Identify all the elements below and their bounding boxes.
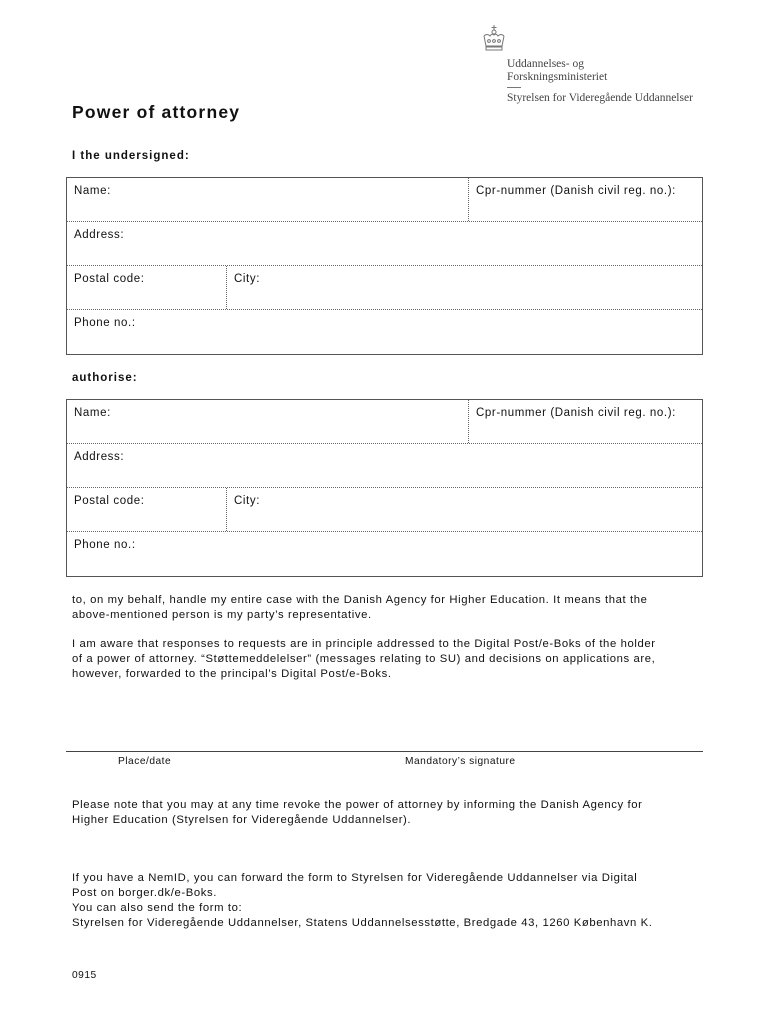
- undersigned-city-field[interactable]: [227, 266, 702, 309]
- agency-name: Styrelsen for Videregående Uddannelser: [507, 92, 693, 104]
- mandatory-signature-label: Mandatory’s signature: [405, 756, 516, 767]
- city-label: City:: [234, 273, 260, 285]
- undersigned-postal-field[interactable]: [67, 266, 227, 309]
- undersigned-phone-row: [67, 310, 702, 354]
- address-label: Address:: [74, 451, 125, 463]
- paragraph-line: to, on my behalf, handle my entire case with the Danish Agency for Higher Education. It means that the: [72, 594, 648, 606]
- ministry-name-line1: Uddannelses- og: [507, 58, 584, 70]
- name-label: Name:: [74, 185, 111, 197]
- address-label: Address:: [74, 229, 125, 241]
- authorise-postal-field[interactable]: [67, 488, 227, 531]
- authorise-phone-row: [67, 532, 702, 576]
- undersigned-heading: I the undersigned:: [72, 150, 190, 162]
- undersigned-name-field[interactable]: [67, 178, 469, 221]
- royal-crown-icon: [479, 24, 509, 54]
- paragraph-line: however, forwarded to the principal’s Digital Post/e-Boks.: [72, 668, 392, 680]
- authorise-name-field[interactable]: [67, 400, 469, 443]
- undersigned-name-row: [67, 178, 702, 222]
- paragraph-line: Styrelsen for Videregående Uddannelser, Statens Uddannelsesstøtte, Bredgade 43, 1260 København K.: [72, 917, 653, 929]
- paragraph-line: Please note that you may at any time revoke the power of attorney by informing the Danish Agency for: [72, 799, 643, 811]
- ministry-name-line2: Forskningsministeriet: [507, 71, 608, 83]
- paragraph-line: You can also send the form to:: [72, 902, 243, 914]
- phone-label: Phone no.:: [74, 317, 136, 329]
- authorise-cpr-field[interactable]: [469, 400, 702, 443]
- authorise-heading: authorise:: [72, 372, 138, 384]
- authorise-phone-field[interactable]: [67, 532, 702, 576]
- authorise-address-row: [67, 444, 702, 488]
- submission-instructions: [72, 871, 702, 931]
- undersigned-address-row: [67, 222, 702, 266]
- paragraph-line: I am aware that responses to requests are in principle addressed to the Digital Post/e-Boks of the holder: [72, 638, 656, 650]
- city-label: City:: [234, 495, 260, 507]
- postal-label: Postal code:: [74, 495, 145, 507]
- undersigned-phone-field[interactable]: [67, 310, 702, 354]
- authorise-city-field[interactable]: [227, 488, 702, 531]
- undersigned-form: [66, 177, 703, 355]
- place-date-label: Place/date: [118, 756, 172, 767]
- authorise-form: [66, 399, 703, 577]
- authorise-name-row: [67, 400, 702, 444]
- awareness-paragraph: [72, 637, 702, 682]
- phone-label: Phone no.:: [74, 539, 136, 551]
- undersigned-address-field[interactable]: [67, 222, 702, 265]
- paragraph-line: above-mentioned person is my party’s representative.: [72, 609, 372, 621]
- authorise-address-field[interactable]: [67, 444, 702, 487]
- cpr-label: Cpr-nummer (Danish civil reg. no.):: [476, 185, 676, 197]
- authorisation-paragraph: [72, 593, 702, 623]
- cpr-label: Cpr-nummer (Danish civil reg. no.):: [476, 407, 676, 419]
- undersigned-postal-row: [67, 266, 702, 310]
- revoke-note: [72, 798, 702, 828]
- undersigned-cpr-field[interactable]: [469, 178, 702, 221]
- postal-label: Postal code:: [74, 273, 145, 285]
- ministry-header: [507, 58, 693, 105]
- header-divider: [507, 87, 521, 88]
- paragraph-line: Higher Education (Styrelsen for Videregående Uddannelser).: [72, 814, 412, 826]
- paragraph-line: Post on borger.dk/e-Boks.: [72, 887, 217, 899]
- form-code: 0915: [72, 970, 97, 981]
- authorise-postal-row: [67, 488, 702, 532]
- page-title: Power of attorney: [72, 102, 241, 122]
- paragraph-line: If you have a NemID, you can forward the form to Styrelsen for Videregående Uddannelser via Digital: [72, 872, 638, 884]
- paragraph-line: of a power of attorney. “Støttemeddelelser” (messages relating to SU) and decisions on applications are,: [72, 653, 656, 665]
- signature-line[interactable]: [66, 751, 703, 752]
- name-label: Name:: [74, 407, 111, 419]
